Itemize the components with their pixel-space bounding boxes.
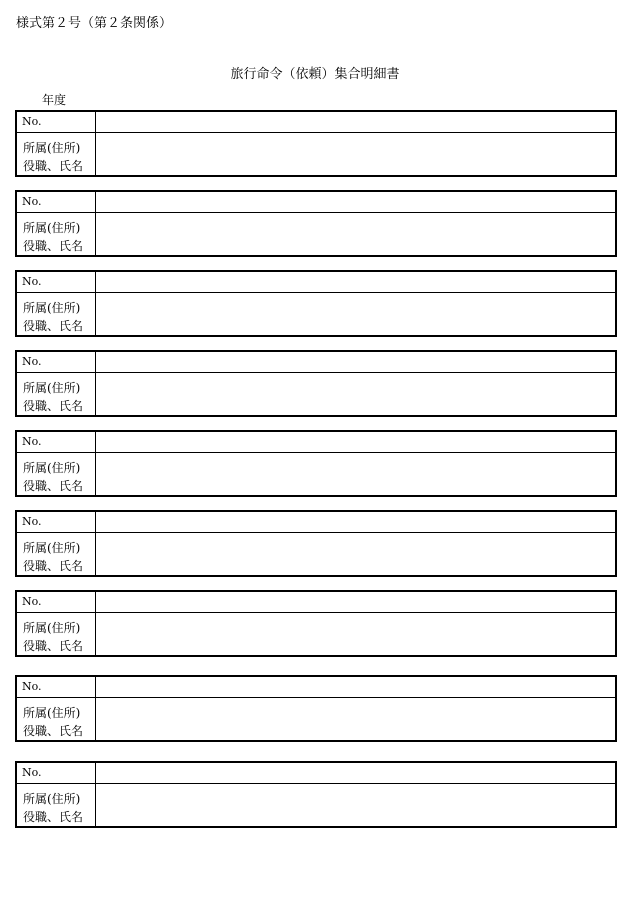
entry-block — [15, 761, 617, 828]
affiliation-label: 所属(住所) — [23, 541, 81, 555]
person-label — [23, 459, 83, 495]
affiliation-label: 所属(住所) — [23, 141, 81, 155]
no-row — [17, 352, 615, 373]
entry-block — [15, 270, 617, 337]
column-divider — [95, 432, 96, 452]
position-name-label: 役職、氏名 — [23, 559, 84, 573]
position-name-label: 役職、氏名 — [23, 239, 84, 253]
no-label: No. — [22, 195, 42, 208]
affiliation-label: 所属(住所) — [23, 381, 81, 395]
entry-block — [15, 190, 617, 257]
person-row — [17, 293, 615, 335]
column-divider — [95, 592, 96, 612]
person-label — [23, 219, 83, 255]
position-name-label: 役職、氏名 — [23, 810, 84, 824]
affiliation-label: 所属(住所) — [23, 461, 81, 475]
column-divider — [95, 293, 96, 335]
column-divider — [95, 133, 96, 175]
no-label: No. — [22, 275, 42, 288]
column-divider — [95, 352, 96, 372]
column-divider — [95, 763, 96, 783]
no-row — [17, 272, 615, 293]
no-row — [17, 763, 615, 784]
person-label — [23, 704, 83, 740]
person-label — [23, 379, 83, 415]
person-row — [17, 784, 615, 826]
affiliation-label: 所属(住所) — [23, 301, 81, 315]
entry-block — [15, 590, 617, 657]
person-row — [17, 533, 615, 575]
no-row — [17, 512, 615, 533]
person-label — [23, 299, 83, 335]
column-divider — [95, 512, 96, 532]
entry-block — [15, 350, 617, 417]
person-row — [17, 213, 615, 255]
affiliation-label: 所属(住所) — [23, 792, 81, 806]
no-label: No. — [22, 515, 42, 528]
column-divider — [95, 192, 96, 212]
person-label — [23, 619, 83, 655]
affiliation-label: 所属(住所) — [23, 706, 81, 720]
no-label: No. — [22, 435, 42, 448]
person-row — [17, 373, 615, 415]
person-row — [17, 613, 615, 655]
column-divider — [95, 533, 96, 575]
position-name-label: 役職、氏名 — [23, 159, 84, 173]
no-label: No. — [22, 115, 42, 128]
position-name-label: 役職、氏名 — [23, 479, 84, 493]
person-label — [23, 790, 83, 826]
form-number: 様式第２号（第２条関係） — [16, 16, 173, 31]
affiliation-label: 所属(住所) — [23, 621, 81, 635]
no-row — [17, 192, 615, 213]
position-name-label: 役職、氏名 — [23, 319, 84, 333]
person-row — [17, 698, 615, 740]
no-label: No. — [22, 355, 42, 368]
column-divider — [95, 373, 96, 415]
column-divider — [95, 613, 96, 655]
no-row — [17, 432, 615, 453]
entry-block — [15, 430, 617, 497]
no-label: No. — [22, 680, 42, 693]
no-row — [17, 592, 615, 613]
no-row — [17, 677, 615, 698]
column-divider — [95, 112, 96, 132]
affiliation-label: 所属(住所) — [23, 221, 81, 235]
entry-block — [15, 675, 617, 742]
person-label — [23, 139, 83, 175]
column-divider — [95, 698, 96, 740]
person-row — [17, 453, 615, 495]
column-divider — [95, 272, 96, 292]
year-label: 年度 — [42, 93, 67, 107]
position-name-label: 役職、氏名 — [23, 724, 84, 738]
column-divider — [95, 213, 96, 255]
column-divider — [95, 453, 96, 495]
column-divider — [95, 677, 96, 697]
entry-block — [15, 110, 617, 177]
no-label: No. — [22, 766, 42, 779]
person-label — [23, 539, 83, 575]
column-divider — [95, 784, 96, 826]
position-name-label: 役職、氏名 — [23, 639, 84, 653]
document-title: 旅行命令（依頼）集合明細書 — [230, 67, 400, 82]
no-row — [17, 112, 615, 133]
entry-block — [15, 510, 617, 577]
person-row — [17, 133, 615, 175]
position-name-label: 役職、氏名 — [23, 399, 84, 413]
no-label: No. — [22, 595, 42, 608]
